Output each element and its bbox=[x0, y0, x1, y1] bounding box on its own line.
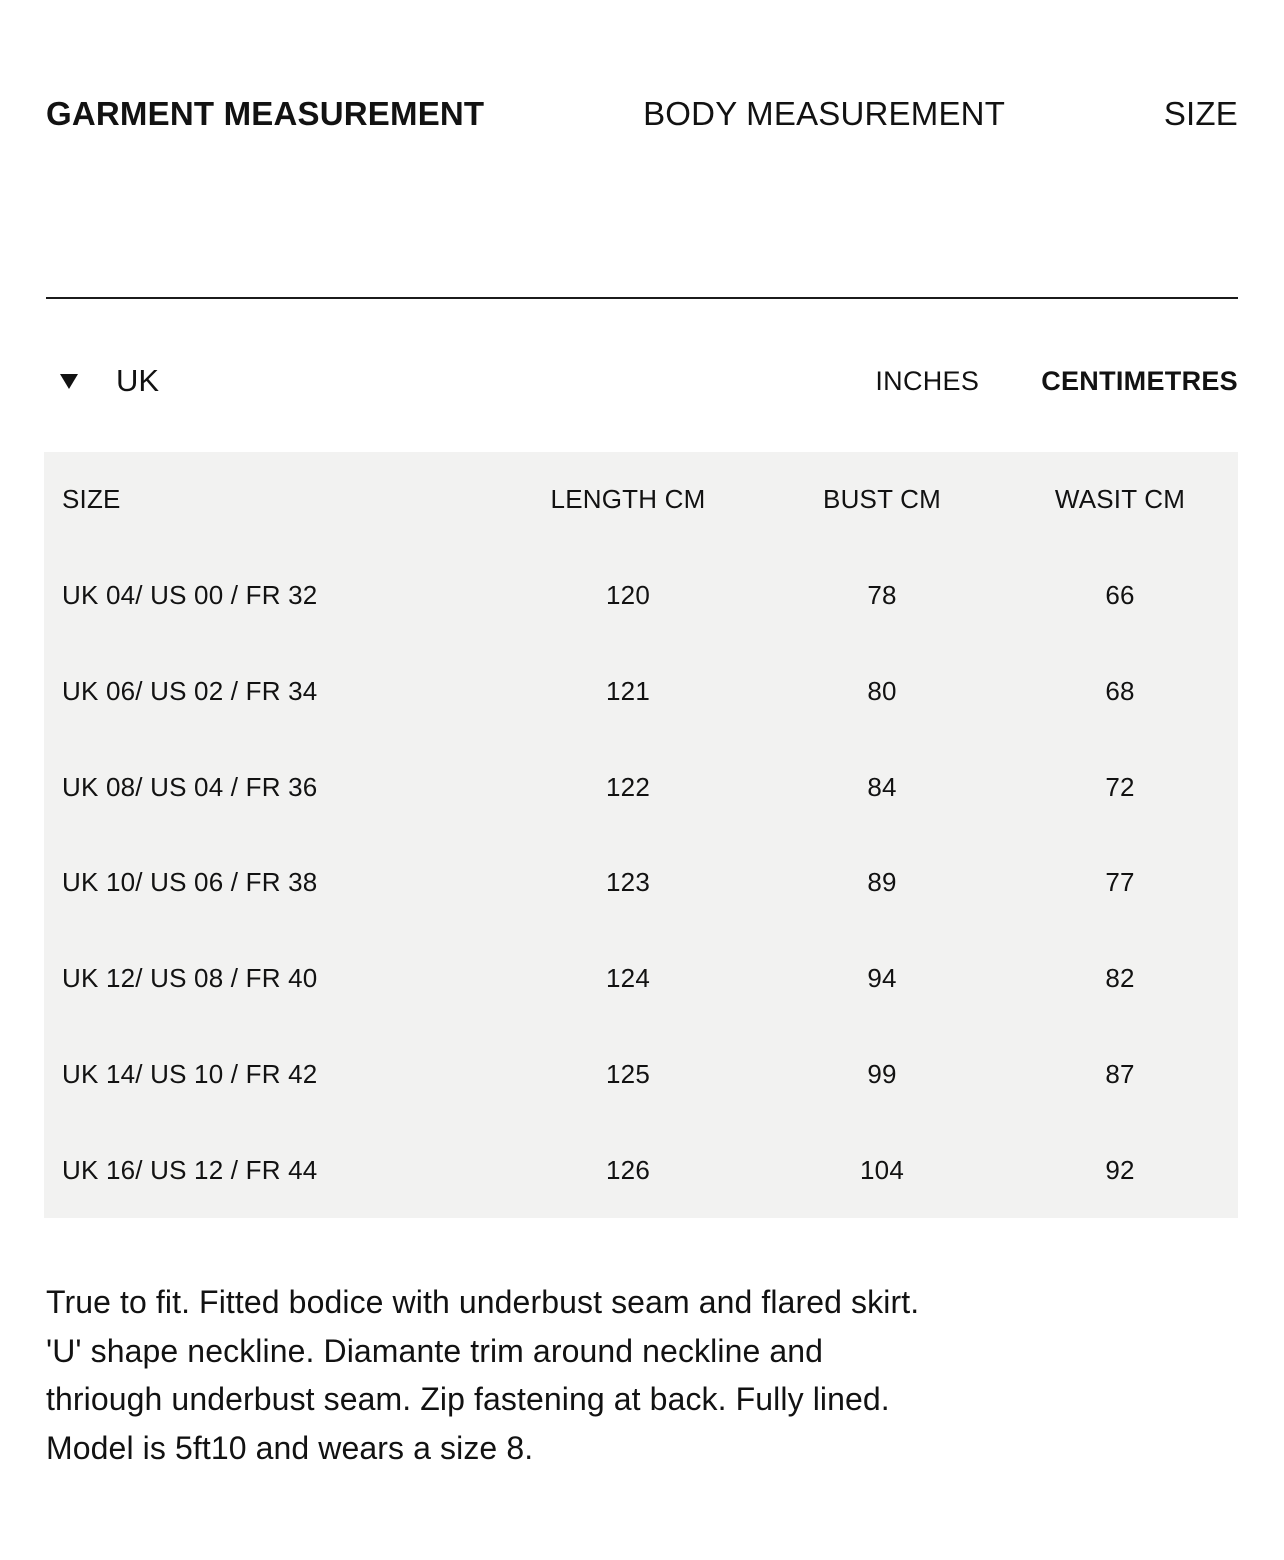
size-label: UK 12/ US 08 / FR 40 bbox=[62, 963, 318, 994]
table-row bbox=[62, 548, 1220, 644]
table-row bbox=[62, 1122, 1220, 1218]
length-value: 126 bbox=[606, 1154, 650, 1185]
unit-toggle bbox=[875, 366, 1238, 397]
tab-garment-measurement[interactable]: GARMENT MEASUREMENT bbox=[46, 95, 485, 132]
fit-description-line: 'U' shape neckline. Diamante trim around neckline and bbox=[46, 1332, 824, 1369]
table-controls bbox=[46, 361, 1238, 401]
bust-value: 84 bbox=[867, 771, 897, 802]
bust-value: 94 bbox=[867, 963, 897, 994]
region-dropdown[interactable] bbox=[46, 363, 159, 399]
table-row bbox=[62, 931, 1220, 1027]
waist-value: 92 bbox=[1105, 1154, 1135, 1185]
size-label: UK 16/ US 12 / FR 44 bbox=[62, 1154, 318, 1185]
table-row bbox=[62, 739, 1220, 835]
size-chart-table bbox=[44, 452, 1238, 1218]
waist-value: 66 bbox=[1105, 580, 1135, 611]
bust-value: 80 bbox=[867, 675, 897, 706]
bust-value: 89 bbox=[867, 867, 897, 898]
bust-value: 78 bbox=[867, 580, 897, 611]
tab-body-measurement[interactable]: BODY MEASUREMENT bbox=[643, 95, 1006, 132]
waist-value: 87 bbox=[1105, 1058, 1135, 1089]
caret-down-icon bbox=[60, 374, 78, 389]
fit-description-line: thriough underbust seam. Zip fastening at back. Fully lined. bbox=[46, 1381, 890, 1418]
length-value: 121 bbox=[606, 675, 650, 706]
column-header-waist: WASIT CM bbox=[1054, 484, 1186, 515]
column-header-length: LENGTH CM bbox=[550, 484, 706, 515]
waist-value: 72 bbox=[1105, 771, 1135, 802]
fit-description-line: True to fit. Fitted bodice with underbust seam and flared skirt. bbox=[46, 1284, 920, 1320]
table-header-row bbox=[62, 452, 1220, 548]
column-header-bust: BUST CM bbox=[823, 484, 941, 515]
table-row bbox=[62, 1027, 1220, 1123]
bust-value: 104 bbox=[860, 1154, 904, 1185]
length-value: 120 bbox=[606, 580, 650, 611]
table-row bbox=[62, 644, 1220, 740]
length-value: 123 bbox=[606, 867, 650, 898]
size-label: UK 14/ US 10 / FR 42 bbox=[62, 1058, 318, 1089]
length-value: 122 bbox=[606, 771, 650, 802]
length-value: 125 bbox=[606, 1058, 650, 1089]
fit-description-line: Model is 5ft10 and wears a size 8. bbox=[46, 1429, 534, 1466]
fit-description bbox=[46, 1278, 1238, 1472]
tab-size[interactable]: SIZE bbox=[1163, 95, 1238, 132]
length-value: 124 bbox=[606, 963, 650, 994]
size-label: UK 08/ US 04 / FR 36 bbox=[62, 771, 318, 802]
waist-value: 77 bbox=[1105, 867, 1135, 898]
unit-option-centimetres[interactable]: CENTIMETRES bbox=[1041, 365, 1238, 396]
size-label: UK 04/ US 00 / FR 32 bbox=[62, 580, 318, 611]
waist-value: 82 bbox=[1105, 963, 1135, 994]
size-label: UK 06/ US 02 / FR 34 bbox=[62, 675, 318, 706]
divider bbox=[46, 297, 1238, 299]
measurement-tabs bbox=[46, 0, 1238, 133]
size-label: UK 10/ US 06 / FR 38 bbox=[62, 867, 318, 898]
column-header-size: SIZE bbox=[62, 484, 121, 515]
bust-value: 99 bbox=[867, 1058, 897, 1089]
table-row bbox=[62, 835, 1220, 931]
unit-option-inches[interactable]: INCHES bbox=[875, 365, 980, 396]
region-dropdown-value: UK bbox=[116, 363, 160, 398]
waist-value: 68 bbox=[1105, 675, 1135, 706]
